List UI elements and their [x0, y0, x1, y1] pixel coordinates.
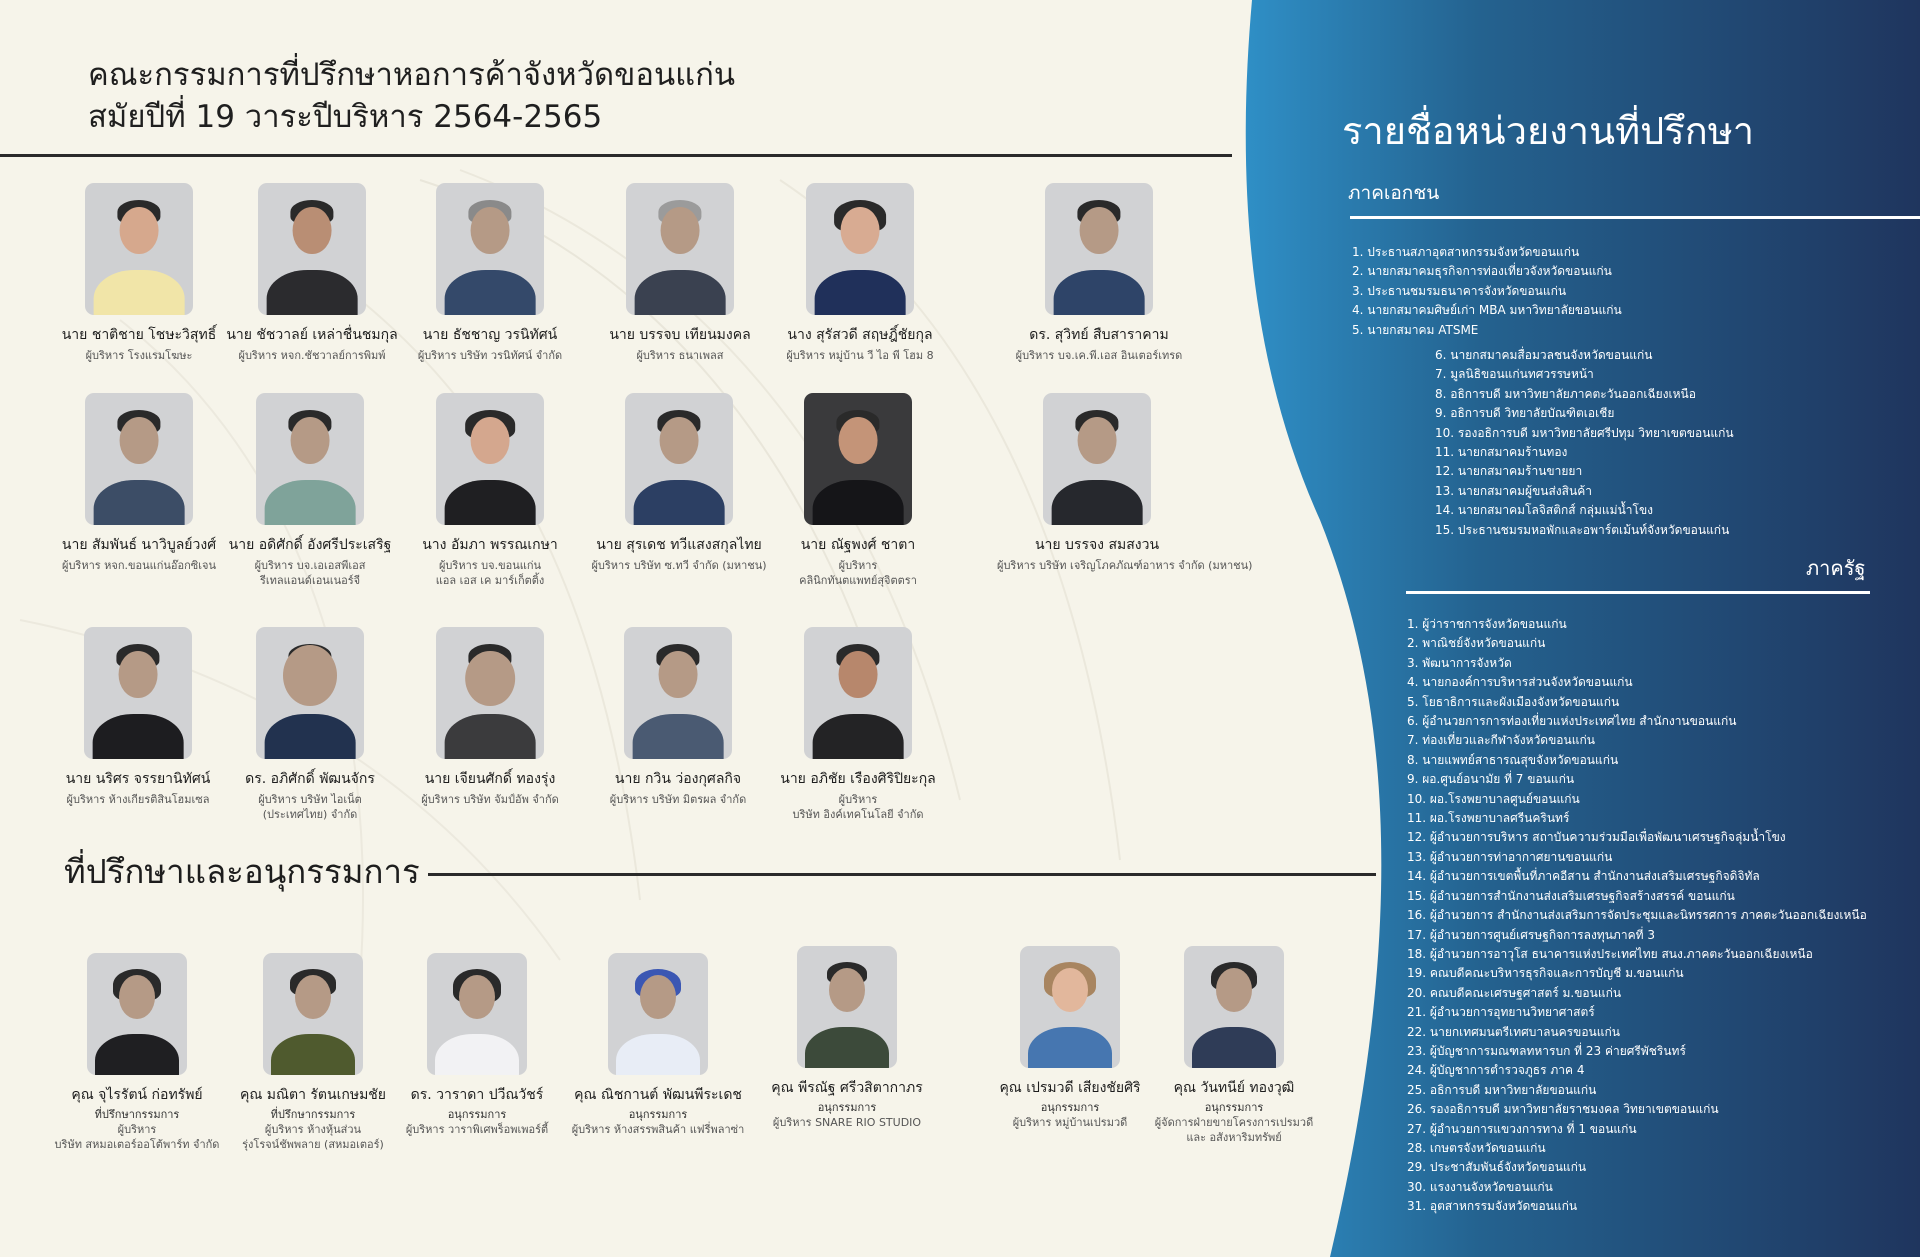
list-item: 20. คณบดีคณะเศรษฐศาสตร์ ม.ขอนแก่น	[1407, 985, 1622, 1000]
list-item: 21. ผู้อำนวยการอุทยานวิทยาศาสตร์	[1407, 1005, 1595, 1020]
member-photo	[256, 393, 364, 525]
committee-member	[390, 183, 590, 363]
member-role: ผู้บริหาร โรงแรมโฆษะ	[85, 349, 193, 362]
list-item: 8. อธิการบดี มหาวิทยาลัยภาคตะวันออกเฉียงเหนือ	[1435, 386, 1696, 401]
list-item: 15. ประธานชมรมหอพักและอพาร์ตเม้นท์จังหวัดขอนแก่น	[1435, 522, 1730, 537]
government-sector-divider	[1406, 591, 1870, 594]
member-role-line2: บริษัท อิงค์เทคโนโลยี จำกัด	[792, 808, 924, 821]
member-name: ดร. วาราดา ปวีณวัชร์	[410, 1087, 544, 1103]
member-photo	[436, 627, 544, 759]
committee-member	[39, 393, 239, 573]
subcommittee-heading: ที่ปรึกษาและอนุกรรมการ	[64, 852, 420, 891]
member-photo	[256, 627, 364, 759]
member-role: ผู้บริหาร ธนาเพลส	[636, 349, 724, 362]
member-role-line2: (ประเทศไทย) จำกัด	[262, 808, 358, 821]
list-item: 30. แรงงานจังหวัดขอนแก่น	[1407, 1179, 1553, 1194]
list-item: 4. นายกองค์การบริหารส่วนจังหวัดขอนแก่น	[1407, 675, 1633, 690]
list-item: 25. อธิการบดี มหาวิทยาลัยขอนแก่น	[1407, 1082, 1597, 1097]
member-role: ผู้บริหาร บริษัท เจริญโภคภัณฑ์อาหาร จำกัด (มหาชน)	[997, 559, 1253, 572]
member-role: ผู้บริหาร บจ.เอเอสพีเอส	[254, 559, 366, 572]
list-item: 6. ผู้อำนวยการการท่องเที่ยวแห่งประเทศไทย สำนักงานขอนแก่น	[1407, 714, 1737, 729]
list-item: 28. เกษตรจังหวัดขอนแก่น	[1407, 1140, 1546, 1155]
list-item: 16. ผู้อำนวยการ สำนักงานส่งเสริมการจัดประชุมและนิทรรศการ ภาคตะวันออกเฉียงเหนือ	[1407, 908, 1867, 923]
list-item: 19. คณบดีคณะบริหารธุรกิจและการบัญชี ม.ขอนแก่น	[1407, 966, 1684, 981]
member-photo	[436, 393, 544, 525]
member-name: คุณ มณิตา รัตนเกษมชัย	[239, 1087, 387, 1103]
list-item: 14. นายกสมาคมโลจิสติกส์ กลุ่มแม่น้ำโขง	[1435, 503, 1654, 518]
private-sector-label: ภาคเอกชน	[1348, 182, 1440, 204]
member-name: คุณ เปรมวดี เสียงชัยศิริ	[999, 1080, 1141, 1096]
committee-member	[38, 627, 238, 807]
list-item: 9. ผอ.ศูนย์อนามัย ที่ 7 ขอนแก่น	[1407, 772, 1575, 787]
list-item: 15. ผู้อำนวยการสำนักงานส่งเสริมเศรษฐกิจสร้างสรรค์ ขอนแก่น	[1407, 888, 1735, 903]
member-position: อนุกรรมการ	[817, 1101, 877, 1114]
member-role: ผู้บริหาร บริษัท ไอเน็ต	[258, 793, 362, 806]
committee-member	[578, 627, 778, 807]
member-photo	[427, 953, 527, 1075]
title-line-2: สมัยปีที่ 19 วาระปีบริหาร 2564-2565	[88, 99, 603, 135]
committee-member	[758, 393, 958, 588]
member-name: นาย นริศร จรรยานิทัศน์	[65, 771, 211, 787]
member-photo	[85, 393, 193, 525]
page-title	[88, 54, 735, 138]
list-item: 5. โยธาธิการและผังเมืองจังหวัดขอนแก่น	[1407, 694, 1620, 709]
committee-member	[212, 183, 412, 363]
member-role: ผู้บริหาร	[838, 559, 878, 572]
list-item: 8. นายแพทย์สาธารณสุขจังหวัดขอนแก่น	[1407, 752, 1619, 767]
member-photo	[87, 953, 187, 1075]
list-item: 7. มูลนิธิขอนแก่นทศวรรษหน้า	[1435, 367, 1594, 382]
member-role: ผู้บริหาร ห้างสรรพสินค้า แฟรี่พลาซ่า	[571, 1123, 745, 1136]
member-role-line2: และ อสังหาริมทรัพย์	[1186, 1131, 1282, 1144]
member-position: อนุกรรมการ	[628, 1108, 688, 1121]
member-position: อนุกรรมการ	[1040, 1101, 1100, 1114]
member-name: นาย เจียนศักดิ์ ทองรุ่ง	[424, 771, 556, 787]
subcommittee-member	[37, 953, 237, 1152]
title-line-1: คณะกรรมการที่ปรึกษาหอการค้าจังหวัดขอนแก่น	[88, 57, 736, 93]
list-item: 11. ผอ.โรงพยาบาลศรีนครินทร์	[1407, 811, 1570, 826]
list-item: 14. ผู้อำนวยการเขตพื้นที่ภาคอีสาน สำนักงานส่งเสริมเศรษฐกิจดิจิทัล	[1407, 869, 1760, 884]
committee-member	[760, 183, 960, 363]
member-photo	[626, 183, 734, 315]
list-item: 23. ผู้บัญชาการมณฑลทหารบก ที่ 23 ค่ายศรีพัชรินทร์	[1407, 1043, 1686, 1058]
member-position: อนุกรรมการ	[1204, 1101, 1264, 1114]
subcommittee-member	[747, 946, 947, 1130]
committee-member	[39, 183, 239, 363]
member-role: ผู้บริหาร	[838, 793, 878, 806]
member-name: นาง สุรัสวดี สฤษฎิ์ชัยกุล	[787, 327, 933, 343]
member-photo	[625, 393, 733, 525]
committee-member	[390, 393, 590, 588]
list-item: 2. นายกสมาคมธุรกิจการท่องเที่ยวจังหวัดขอนแก่น	[1352, 264, 1612, 279]
committee-member	[758, 627, 958, 822]
government-sector-label: ภาครัฐ	[1806, 556, 1866, 580]
member-position: อนุกรรมการ	[447, 1108, 507, 1121]
list-item: 10. รองอธิการบดี มหาวิทยาลัยศรีปทุม วิทยาเขตขอนแก่น	[1435, 425, 1734, 440]
list-item: 3. ประธานชมรมธนาคารจังหวัดขอนแก่น	[1352, 283, 1567, 298]
member-name: นาย ชาติชาย โชษะวิสุทธิ์	[61, 327, 217, 343]
member-role: ผู้บริหาร บริษัท มิตรผล จำกัด	[609, 793, 747, 806]
member-name: นาย สุรเดช ทวีแสงสกุลไทย	[596, 537, 762, 553]
member-name: คุณ ณิชกานต์ พัฒนพีระเดช	[574, 1087, 742, 1103]
list-item: 18. ผู้อำนวยการอาวุโส ธนาคารแห่งประเทศไทย สนง.ภาคตะวันออกเฉียงเหนือ	[1407, 946, 1813, 961]
member-photo	[258, 183, 366, 315]
member-name: นาย ชัชวาลย์ เหล่าชื่นชมกุล	[226, 327, 398, 343]
member-name: ดร. สุวิทย์ สืบสาราคาม	[1029, 327, 1169, 343]
list-item: 12. ผู้อำนวยการบริหาร สถาบันความร่วมมือเพื่อพัฒนาเศรษฐกิจลุ่มน้ำโขง	[1407, 830, 1786, 845]
member-position: ที่ปรึกษากรรมการ	[94, 1108, 180, 1121]
member-role: ผู้บริหาร หจก.ชัชวาลย์การพิมพ์	[238, 349, 386, 362]
committee-member	[210, 393, 410, 588]
member-role: ผู้บริหาร บจ.เค.พี.เอส อินเตอร์เทรด	[1015, 349, 1183, 362]
list-item: 29. ประชาสัมพันธ์จังหวัดขอนแก่น	[1407, 1160, 1587, 1175]
member-photo	[85, 183, 193, 315]
member-name: คุณ วันทนีย์ ทองวุฒิ	[1173, 1080, 1295, 1096]
government-org-list	[1407, 615, 1867, 1217]
member-role-line2: รีเทลแอนด์เอนเนอร์จี	[259, 574, 361, 587]
member-name: นาย กวิน ว่องกุศลกิจ	[614, 771, 742, 787]
member-name: นาย บรรจง สมสงวน	[1034, 537, 1160, 553]
subcommittee-divider	[428, 873, 1376, 876]
member-role-line2: บริษัท สหมอเตอร์ออโต้พาร์ท จำกัด	[54, 1138, 220, 1151]
list-item: 17. ผู้อำนวยการศูนย์เศรษฐกิจการลงทุนภาคที่ 3	[1407, 927, 1655, 942]
member-photo	[1184, 946, 1284, 1068]
member-role: ผู้บริหาร บริษัท ซ.ทวี จำกัด (มหาชน)	[591, 559, 767, 572]
list-item: 1. ผู้ว่าราชการจังหวัดขอนแก่น	[1407, 617, 1567, 631]
private-org-list-b	[1435, 346, 1734, 540]
member-name: ดร. อภิศักดิ์ พัฒนจักร	[245, 771, 375, 787]
member-role: ผู้บริหาร หจก.ขอนแก่นอ๊อกซิเจน	[62, 559, 216, 572]
member-role: ผู้บริหาร วาราพิเศพร็อพเพอร์ตี้	[405, 1123, 549, 1136]
member-photo	[436, 183, 544, 315]
list-item: 6. นายกสมาคมสื่อมวลชนจังหวัดขอนแก่น	[1435, 348, 1653, 362]
member-role: ผู้บริหาร หมู่บ้าน วี ไอ พี โฮม 8	[786, 349, 934, 362]
member-photo	[263, 953, 363, 1075]
list-item: 27. ผู้อำนวยการแขวงการทาง ที่ 1 ขอนแก่น	[1407, 1121, 1637, 1136]
committee-member	[999, 183, 1199, 363]
list-item: 10. ผอ.โรงพยาบาลศูนย์ขอนแก่น	[1407, 791, 1580, 806]
list-item: 7. ท่องเที่ยวและกีฬาจังหวัดขอนแก่น	[1407, 733, 1595, 748]
list-item: 13. ผู้อำนวยการท่าอากาศยานขอนแก่น	[1407, 849, 1613, 864]
member-name: คุณ พีรณัฐ ศรีวสิตากาภร	[771, 1080, 923, 1096]
list-item: 11. นายกสมาคมร้านทอง	[1435, 445, 1568, 460]
list-item: 22. นายกเทศมนตรีเทศบาลนครขอนแก่น	[1407, 1024, 1620, 1039]
member-role: ผู้บริหาร SNARE RIO STUDIO	[772, 1116, 922, 1129]
member-photo	[797, 946, 897, 1068]
member-photo	[1043, 393, 1151, 525]
list-item: 26. รองอธิการบดี มหาวิทยาลัยราชมงคล วิทยาเขตขอนแก่น	[1407, 1102, 1719, 1117]
member-name: นาย บรรจบ เทียนมงคล	[609, 327, 751, 343]
org-panel-title: รายชื่อหน่วยงานที่ปรึกษา	[1342, 109, 1755, 153]
member-name: นาย อภิชัย เรืองศิริปิยะกุล	[780, 771, 936, 787]
member-role-line2: รุ่งโรจน์ชัพพลาย (สหมอเตอร์)	[242, 1138, 384, 1151]
member-photo	[1020, 946, 1120, 1068]
private-org-list-a	[1352, 243, 1622, 340]
title-divider	[0, 154, 1232, 157]
list-item: 24. ผู้บัญชาการตำรวจภูธร ภาค 4	[1407, 1063, 1585, 1078]
member-photo	[624, 627, 732, 759]
committee-member	[997, 393, 1253, 573]
member-role-line2: คลินิกทันตแพทย์สุจิตตรา	[799, 574, 917, 587]
member-name: นาย สัมพันธ์ นาวิบูลย์วงศ์	[61, 537, 217, 553]
member-role: ผู้บริหาร บริษัท วรนิทัศน์ จำกัด	[417, 349, 563, 362]
list-item: 3. พัฒนาการจังหวัด	[1407, 655, 1512, 670]
member-role: ผู้จัดการฝ่ายขายโครงการเปรมวดี	[1154, 1116, 1314, 1129]
list-item: 13. นายกสมาคมผู้ขนส่งสินค้า	[1435, 483, 1592, 498]
committee-member	[579, 393, 779, 573]
member-name: นาย ณัฐพงศ์ ชาตา	[800, 537, 916, 553]
member-name: นาย ธัชชาญ วรนิทัศน์	[422, 327, 558, 343]
member-name: นาง อัมภา พรรณเกษา	[422, 537, 558, 553]
list-item: 5. นายกสมาคม ATSME	[1352, 322, 1479, 337]
committee-member	[580, 183, 780, 363]
member-name: คุณ จุไรรัตน์ ก่อทรัพย์	[71, 1087, 203, 1103]
member-photo	[804, 393, 912, 525]
list-item: 12. นายกสมาคมร้านขายยา	[1435, 464, 1583, 479]
member-photo	[1045, 183, 1153, 315]
member-role: ผู้บริหาร ห้างเกียรติสินโฮมเซล	[66, 793, 210, 806]
member-photo	[84, 627, 192, 759]
private-sector-divider	[1350, 216, 1920, 219]
committee-member	[210, 627, 410, 822]
member-role-line2: แอล เอส เค มาร์เก็ตติ้ง	[435, 574, 545, 587]
list-item: 1. ประธานสภาอุตสาหกรรมจังหวัดขอนแก่น	[1352, 245, 1580, 259]
list-item: 4. นายกสมาคมศิษย์เก่า MBA มหาวิทยาลัยขอนแก่น	[1352, 303, 1622, 318]
member-name: นาย อดิศักดิ์ อังศรีประเสริฐ	[228, 537, 392, 553]
list-item: 9. อธิการบดี วิทยาลัยบัณฑิตเอเชีย	[1435, 406, 1615, 421]
member-role: ผู้บริหาร	[117, 1123, 157, 1136]
member-role: ผู้บริหาร บจ.ขอนแก่น	[438, 559, 541, 572]
subcommittee-member	[377, 953, 577, 1137]
member-photo	[806, 183, 914, 315]
list-item: 31. อุตสาหกรรมจังหวัดขอนแก่น	[1407, 1199, 1578, 1214]
member-position: ที่ปรึกษากรรมการ	[270, 1108, 356, 1121]
member-role: ผู้บริหาร ห้างหุ้นส่วน	[264, 1123, 362, 1136]
member-role: ผู้บริหาร หมู่บ้านเปรมวดี	[1012, 1116, 1128, 1129]
member-photo	[804, 627, 912, 759]
subcommittee-member	[558, 953, 758, 1137]
subcommittee-member	[1134, 946, 1334, 1145]
committee-member	[390, 627, 590, 807]
member-role: ผู้บริหาร บริษัท จัมป์อัพ จำกัด	[421, 793, 559, 806]
list-item: 2. พาณิชย์จังหวัดขอนแก่น	[1407, 636, 1546, 651]
member-photo	[608, 953, 708, 1075]
